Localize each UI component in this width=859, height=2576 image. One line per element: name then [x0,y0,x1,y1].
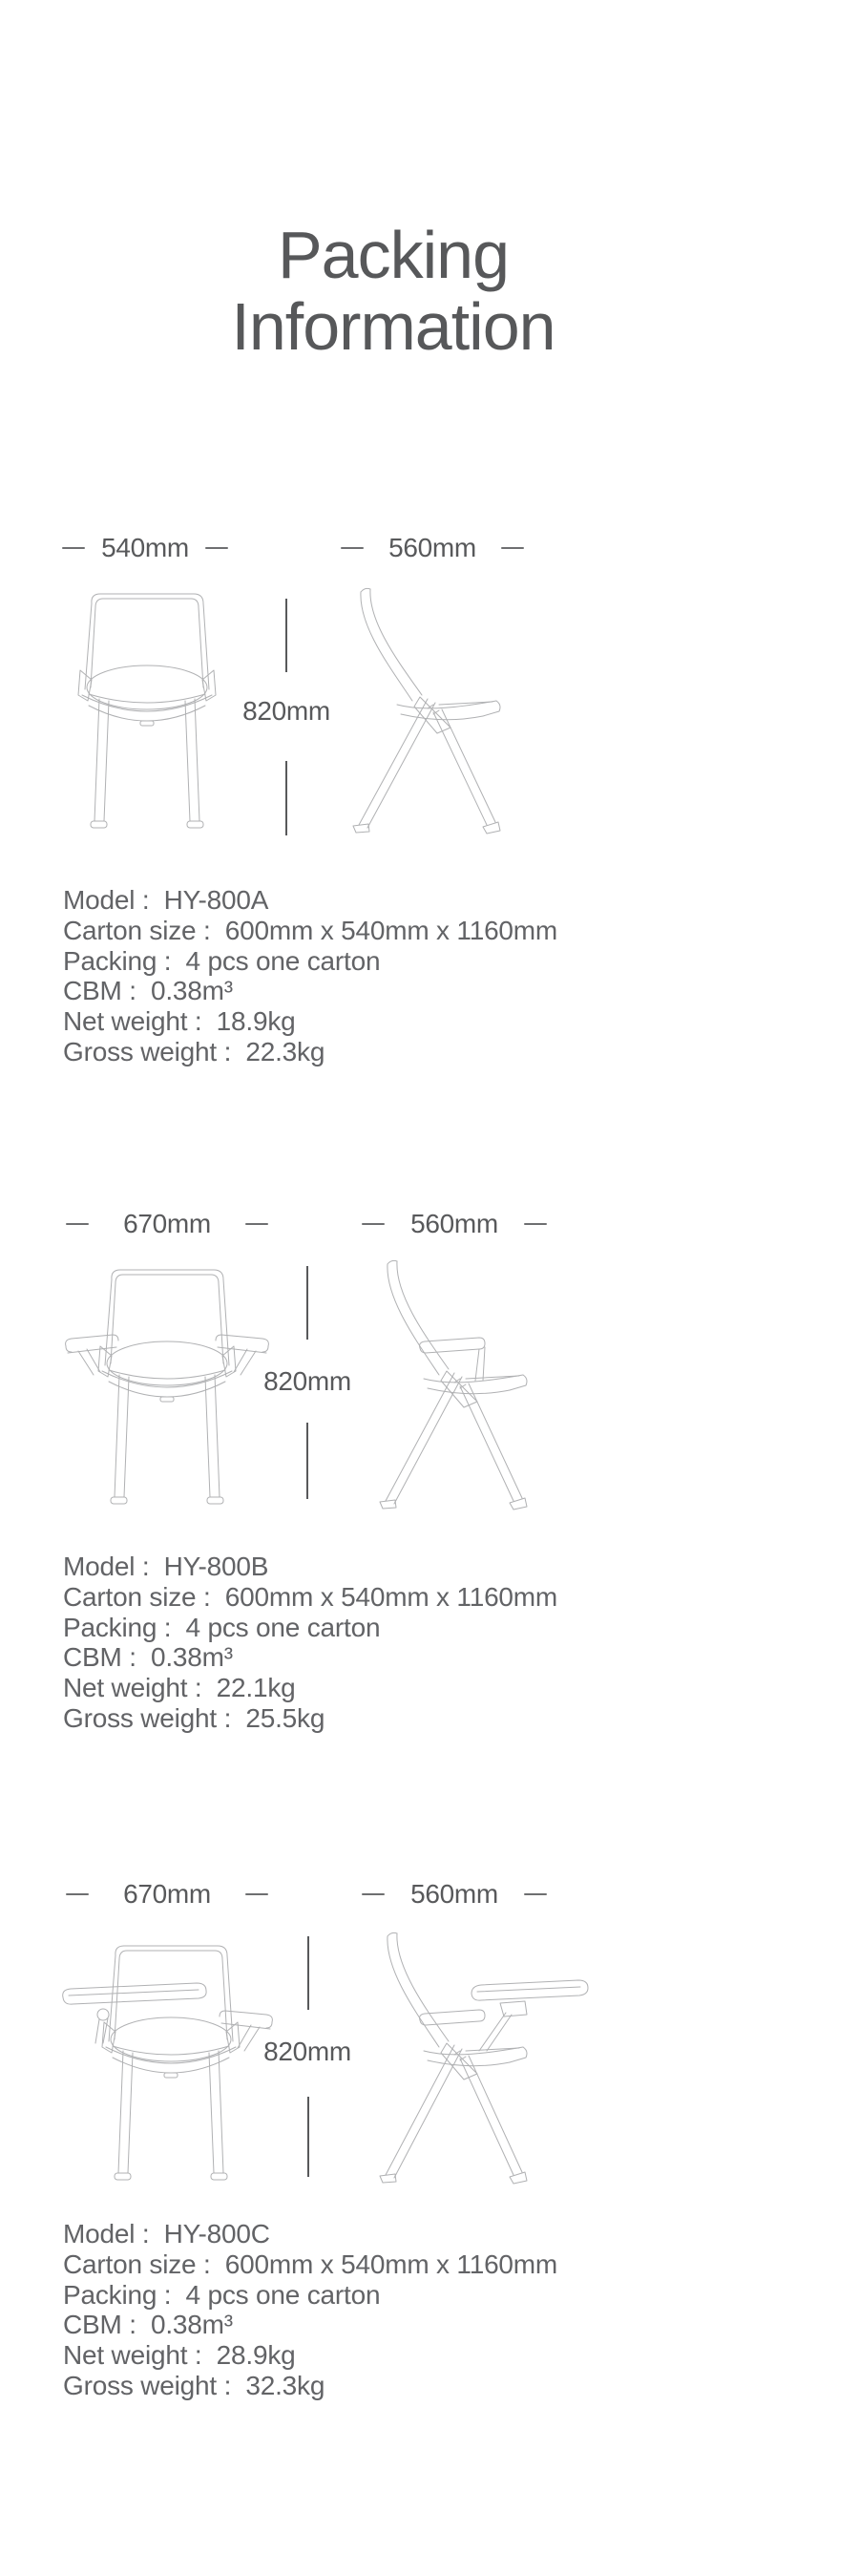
height-dimension-line [307,1936,309,2010]
spec-gross-weight [63,1703,557,1734]
spec-label: Packing [63,2279,157,2310]
front-width-value-b: 670mm [123,1209,211,1238]
spec-block-a [63,885,557,1067]
dimension-tick [245,1893,268,1895]
spec-label: CBM [63,2310,122,2340]
spec-value: 0.38m³ [150,1642,233,1673]
spec-value: 600mm x 540mm x 1160mm [224,915,558,945]
side-depth-value-b: 560mm [410,1209,498,1238]
spec-value: 18.9kg [216,1006,296,1037]
spec-value: 600mm x 540mm x 1160mm [224,1581,558,1612]
spec-separator: : [187,1673,217,1703]
spec-value: 4 pcs one carton [185,945,381,976]
spec-label: Carton size [63,1581,197,1612]
dimension-tick [245,1223,268,1225]
spec-value: 25.5kg [245,1702,325,1733]
front-width-value-c: 670mm [123,1879,211,1909]
spec-separator: : [121,976,151,1006]
spec-value: 22.3kg [245,1036,325,1066]
dimension-tick [66,1893,89,1895]
spec-separator: : [157,945,186,976]
height-dimension-line [285,761,287,835]
spec-separator: : [217,1036,246,1066]
page-title-line1: Packing [277,218,510,292]
chair-front-view-drawing-c [53,1929,275,2206]
chair-side-armrests-icon [365,1256,542,1528]
side-depth-value-a: 560mm [388,533,476,562]
spec-value: 0.38m³ [150,976,233,1006]
spec-label: Net weight [63,1006,188,1037]
spec-packing [63,2280,557,2311]
spec-cbm [63,976,557,1006]
spec-separator: : [187,1006,217,1037]
spec-carton-size [63,2249,557,2280]
spec-net-weight [63,2340,557,2371]
front-width-value-a: 540mm [101,533,189,562]
height-label-b: 820mm [263,1366,351,1396]
dimension-label-front-width-b [67,1211,267,1237]
spec-value: HY-800B [163,1552,269,1581]
spec-value: 0.38m³ [150,2310,233,2340]
spec-cbm [63,1642,557,1673]
dimension-label-side-depth-a [337,535,528,561]
dimension-tick [362,1223,385,1225]
spec-value: 22.1kg [216,1673,296,1703]
height-label-c: 820mm [263,2037,351,2066]
dimension-tick [205,547,228,549]
chair-side-view-drawing-b [365,1256,542,1528]
dimension-tick [524,1893,547,1895]
spec-label: Model [63,1552,136,1581]
page-title-line2: Information [231,289,555,364]
spec-value: 32.3kg [245,2370,325,2400]
spec-label: CBM [63,1642,122,1673]
spec-packing [63,946,557,977]
chair-side-view-drawing-a [340,586,515,846]
dimension-tick [362,1893,385,1895]
spec-label: Packing [63,945,157,976]
spec-value: 4 pcs one carton [185,2279,381,2310]
spec-value: 600mm x 540mm x 1160mm [224,2249,558,2279]
spec-carton-size [63,916,557,946]
height-dimension-line [285,599,287,672]
chair-front-view-drawing-a [59,588,235,838]
chair-front-tablet-icon [53,1929,275,2206]
spec-separator: : [187,2340,217,2371]
spec-separator: : [135,1552,164,1581]
dimension-tick [62,547,85,549]
spec-value: 28.9kg [216,2340,296,2371]
spec-block-c [63,2219,557,2401]
dimension-label-side-depth-b [359,1211,550,1237]
spec-label: Model [63,885,136,915]
spec-separator: : [157,1612,186,1642]
spec-packing [63,1613,557,1643]
dimension-tick [524,1223,547,1225]
dimension-tick [501,547,524,549]
spec-gross-weight [63,2371,557,2401]
chair-side-tablet-icon [365,1927,594,2206]
page-title [0,220,786,363]
spec-net-weight [63,1673,557,1703]
side-depth-value-c: 560mm [410,1879,498,1909]
spec-label: Carton size [63,2249,197,2279]
spec-separator: : [217,2370,246,2400]
dimension-tick [66,1223,89,1225]
dimension-label-front-width-c [67,1881,267,1908]
spec-block-b [63,1552,557,1734]
spec-separator: : [121,2310,151,2340]
spec-net-weight [63,1006,557,1037]
height-dimension-line [306,1423,308,1499]
spec-separator: : [135,885,164,915]
dimension-label-front-width-a [50,535,241,561]
spec-label: Net weight [63,1673,188,1703]
spec-label: Model [63,2219,136,2249]
spec-label: CBM [63,976,122,1006]
spec-separator: : [217,1702,246,1733]
height-label-a: 820mm [242,696,330,726]
spec-label: Gross weight [63,1036,217,1066]
spec-label: Packing [63,1612,157,1642]
spec-cbm [63,2310,557,2340]
spec-carton-size [63,1582,557,1613]
spec-label: Gross weight [63,1702,217,1733]
chair-front-no-arms-icon [59,588,235,838]
spec-label: Carton size [63,915,197,945]
spec-value: HY-800A [163,885,269,915]
height-dimension-line [306,1266,308,1340]
dimension-label-side-depth-c [359,1881,550,1908]
chair-side-no-arms-icon [340,586,515,846]
spec-gross-weight [63,1037,557,1067]
spec-separator: : [196,2249,225,2279]
spec-model [63,2219,557,2249]
spec-separator: : [135,2219,164,2249]
height-dimension-line [307,2097,309,2177]
chair-side-view-drawing-c [365,1927,594,2206]
spec-label: Gross weight [63,2370,217,2400]
spec-value: 4 pcs one carton [185,1612,381,1642]
spec-separator: : [196,915,225,945]
spec-model [63,1552,557,1582]
spec-separator: : [157,2279,186,2310]
spec-model [63,885,557,916]
spec-separator: : [196,1581,225,1612]
spec-value: HY-800C [163,2219,270,2249]
spec-label: Net weight [63,2340,188,2371]
spec-separator: : [121,1642,151,1673]
dimension-tick [341,547,364,549]
